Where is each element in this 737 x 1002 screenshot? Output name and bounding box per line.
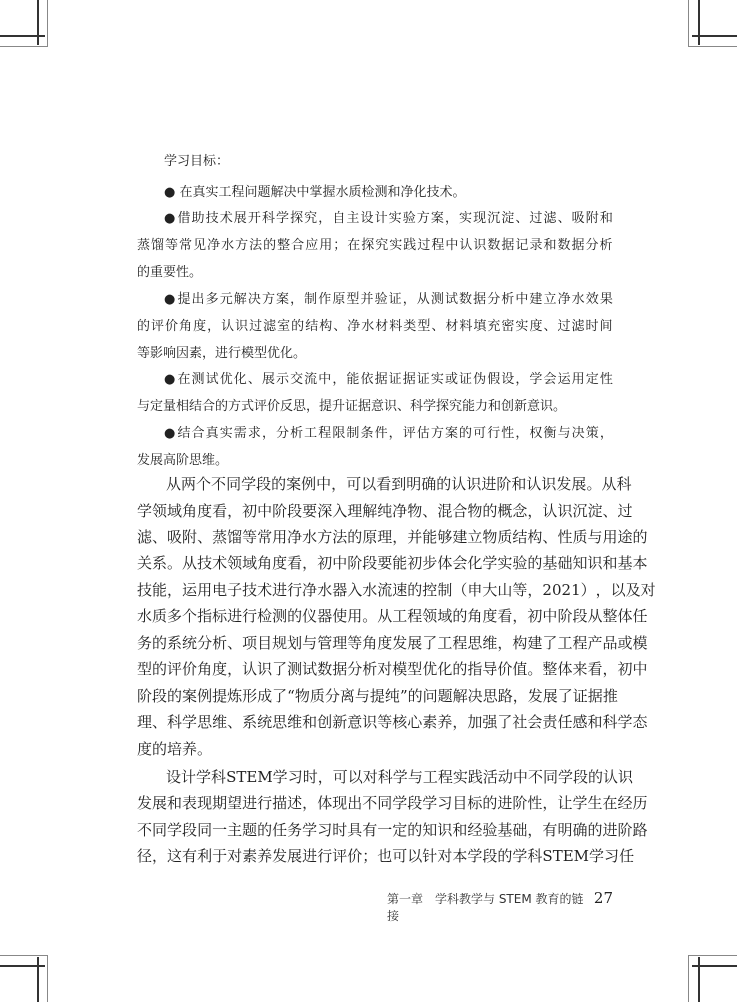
crop-mark-top-left-horizontal bbox=[0, 35, 45, 37]
crop-mark-bottom-right-vertical bbox=[698, 957, 700, 1002]
paragraph-1-line-9: 阶 段 的 案 例 提 炼 形 成 了 “ 物 质 分 离 与 提 纯 ” 的 问 题 解 决 思 路 ， 发 展 了 证 据 推 bbox=[137, 687, 618, 705]
crop-mark-top-right-vertical bbox=[698, 0, 700, 45]
objective-3-line-3: 等影响因素，进行模型优化。 bbox=[137, 346, 307, 361]
paragraph-1-line-2: 学 领 域 角 度 看 ， 初 中 阶 段 要 深 入 理 解 纯 净 物 、 混 合 物 的 概 念 ， 认 识 沉 淀 、 过 bbox=[137, 502, 633, 520]
paragraph-2-line-3: 不 同 学 段 同 一 主 题 的 任 务 学 习 时 具 有 一 定 的 知 识 和 经 验 基 础 ， 有 明 确 的 进 阶 路 bbox=[137, 821, 648, 839]
chapter-title: 第一章 学科教学与 STEM 教育的链接 bbox=[387, 892, 584, 923]
crop-mark-top-left-vertical-2 bbox=[47, 0, 48, 47]
crop-mark-bottom-right-vertical-2 bbox=[688, 955, 689, 1002]
crop-mark-top-left-horizontal-2 bbox=[0, 46, 48, 47]
paragraph-1-line-6: 水 质 多 个 指 标 进 行 检 测 的 仪 器 使 用 。 从 工 程 领 域 的 角 度 看 ， 初 中 阶 段 从 整 体 任 bbox=[137, 607, 648, 625]
crop-mark-top-left-vertical bbox=[37, 0, 39, 45]
crop-mark-bottom-right-horizontal bbox=[692, 965, 737, 967]
paragraph-1-line-11: 度的培养。 bbox=[137, 740, 213, 758]
crop-mark-top-right-horizontal bbox=[692, 35, 737, 37]
paragraph-2-line-2: 发 展 和 表 现 期 望 进 行 描 述 ， 体 现 出 不 同 学 段 学 习 目 标 的 进 阶 性 ， 让 学 生 在 经 历 bbox=[137, 794, 648, 812]
crop-mark-top-right-vertical-2 bbox=[688, 0, 689, 47]
objective-2-line-2: 蒸 馏 等 常 见 净 水 方 法 的 整 合 应 用 ； 在 探 究 实 践 过 程 中 认 识 数 据 记 录 和 数 据 分 析 bbox=[137, 238, 613, 253]
objective-4-line-1: ● 在 测 试 优 化 、 展 示 交 流 中 ， 能 依 据 证 据 证 实 或 证 伪 假 设 ， 学 会 运 用 定 性 bbox=[164, 372, 613, 387]
objective-5-line-1: ● 结 合 真 实 需 求 ， 分 析 工 程 限 制 条 件 ， 评 估 方 案 的 可 行 性 ， 权 衡 与 决 策 ， bbox=[164, 426, 613, 441]
objective-1-line-1: ● 在真实工程问题解决中掌握水质检测和净化技术。 bbox=[164, 185, 466, 200]
crop-mark-bottom-left-vertical bbox=[37, 957, 39, 1002]
crop-mark-bottom-left-horizontal-2 bbox=[0, 955, 48, 956]
page-number: 27 bbox=[593, 889, 613, 907]
running-footer bbox=[387, 889, 613, 924]
crop-mark-top-right-horizontal-2 bbox=[688, 46, 737, 47]
objective-5-line-2: 发展高阶思维。 bbox=[137, 453, 229, 468]
crop-mark-bottom-left-vertical-2 bbox=[47, 955, 48, 1002]
paragraph-1-line-5: 技 能 ， 运 用 电 子 技 术 进 行 净 水 器 入 水 流 速 的 控 制 （ 申 大 山 等 ， 2 0 2 1 ） ， 以 及 对 bbox=[137, 581, 656, 599]
objectives-heading: 学习目标： bbox=[164, 154, 230, 169]
paragraph-2-line-4: 径 ， 这 有 利 于 对 素 养 发 展 进 行 评 价 ； 也 可 以 针 对 本 学 段 的 学 科 S T E M 学 习 任 bbox=[137, 847, 635, 865]
paragraph-1-line-4: 关 系 。 从 技 术 领 域 角 度 看 ， 初 中 阶 段 要 能 初 步 体 会 化 学 实 验 的 基 础 知 识 和 基 本 bbox=[137, 554, 648, 572]
paragraph-2-line-1: 设 计 学 科 S T E M 学 习 时 ， 可 以 对 科 学 与 工 程 实 践 活 动 中 不 同 学 段 的 认 识 bbox=[166, 768, 634, 786]
paragraph-1-line-1: 从 两 个 不 同 学 段 的 案 例 中 ， 可 以 看 到 明 确 的 认 识 进 阶 和 认 识 发 展 。 从 科 bbox=[166, 475, 632, 493]
objective-3-line-1: ● 提 出 多 元 解 决 方 案 ， 制 作 原 型 并 验 证 ， 从 测 试 数 据 分 析 中 建 立 净 水 效 果 bbox=[164, 292, 613, 307]
crop-mark-bottom-right-horizontal-2 bbox=[688, 955, 737, 956]
objective-3-line-2: 的 评 价 角 度 ， 认 识 过 滤 室 的 结 构 、 净 水 材 料 类 型 、 材 料 填 充 密 实 度 、 过 滤 时 间 bbox=[137, 319, 613, 334]
paragraph-1-line-10: 理 、 科 学 思 维 、 系 统 思 维 和 创 新 意 识 等 核 心 素 养 ， 加 强 了 社 会 责 任 感 和 科 学 态 bbox=[137, 713, 648, 731]
objective-4-line-2: 与定量相结合的方式评价反思，提升证据意识、科学探究能力和创新意识。 bbox=[137, 399, 567, 414]
paragraph-1-line-8: 型 的 评 价 角 度 ， 认 识 了 测 试 数 据 分 析 对 模 型 优 化 的 指 导 价 值 。 整 体 来 看 ， 初 中 bbox=[137, 660, 648, 678]
objective-2-line-3: 的重要性。 bbox=[137, 265, 203, 280]
objective-2-line-1: ● 借 助 技 术 展 开 科 学 探 究 ， 自 主 设 计 实 验 方 案 ， 实 现 沉 淀 、 过 滤 、 吸 附 和 bbox=[164, 211, 613, 226]
crop-mark-bottom-left-horizontal bbox=[0, 965, 45, 967]
paragraph-1-line-7: 务 的 系 统 分 析 、 项 目 规 划 与 管 理 等 角 度 发 展 了 工 程 思 维 ， 构 建 了 工 程 产 品 或 模 bbox=[137, 634, 648, 652]
paragraph-1-line-3: 滤 、 吸 附 、 蒸 馏 等 常 用 净 水 方 法 的 原 理 ， 并 能 够 建 立 物 质 结 构 、 性 质 与 用 途 的 bbox=[137, 528, 648, 546]
